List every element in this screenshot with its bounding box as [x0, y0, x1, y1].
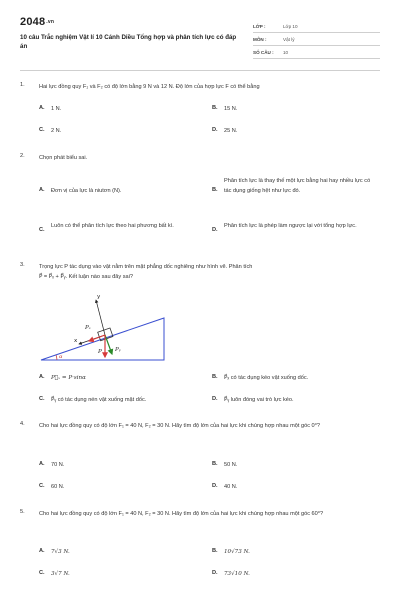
- option-letter: B.: [212, 548, 218, 554]
- option-text: P⃗ₓ có tác dụng kéo vật xuống dốc.: [224, 375, 309, 381]
- option-letter: B.: [212, 461, 218, 467]
- option-text: P⃗ᵧ luôn đóng vai trò lực kéo.: [224, 397, 294, 403]
- logo-text: 2048: [20, 16, 46, 28]
- option-letter: A.: [39, 374, 45, 380]
- meta-key: MÔN :: [253, 37, 267, 42]
- question-number: 2.: [20, 153, 25, 159]
- option-letter: B.: [212, 105, 218, 111]
- option-letter: A.: [39, 187, 45, 193]
- meta-key: SỐ CÂU :: [253, 50, 274, 55]
- question-number: 1.: [20, 82, 25, 88]
- option-text: P⃗ᵧ có tác dụng nén vật xuống mặt dốc.: [51, 397, 147, 403]
- option-letter: A.: [39, 548, 45, 554]
- y-axis: [96, 300, 105, 335]
- question-text: [39, 262, 379, 282]
- question-text-line: Trọng lực P tác dụng vào vật nằm trên mặt phẳng dốc nghiêng như hình vẽ. Phân tích: [39, 264, 253, 270]
- meta-value: Vật lý: [283, 37, 295, 42]
- question-text-line: P⃗ = P⃗ₓ + P⃗ᵧ. Kết luận nào sau đây sai?: [39, 274, 133, 280]
- question-text: Cho hai lực đồng quy có độ lớn F₁ = 40 N, F₂ = 30 N. Hãy tìm độ lớn của hai lực khi chúng hợp nhau một góc 0⁰?: [39, 423, 321, 429]
- option-text: Phân tích lực là thay thế một lực bằng hai hay nhiều lực có tác dụng giống hệt như lực đó.: [224, 178, 371, 194]
- option-letter: D.: [212, 396, 218, 402]
- question-number: 5.: [20, 509, 25, 515]
- question-text: Cho hai lực đồng quy có độ lớn F₁ = 40 N, F₂ = 30 N. Hãy tìm độ lớn của hai lực khi chúng hợp nhau một góc 60⁰?: [39, 511, 324, 517]
- option-text: 2 N.: [51, 128, 62, 134]
- meta-row-count: [253, 46, 380, 59]
- p-label: P: [98, 349, 102, 355]
- option-text: 25 N.: [224, 128, 238, 134]
- option-text: Đơn vị của lực là niutơn (N).: [51, 188, 122, 194]
- option-text: 70 N.: [51, 462, 65, 468]
- option-letter: D.: [212, 227, 218, 233]
- option-letter: C.: [39, 127, 45, 133]
- page-header: [20, 8, 380, 68]
- option-text: P⃗ₓ = P·sinα: [51, 375, 86, 381]
- meta-key: LỚP :: [253, 24, 266, 29]
- option-text: 73√10 N.: [224, 571, 250, 577]
- option-letter: C.: [39, 396, 45, 402]
- meta-value: 10: [283, 50, 289, 55]
- alpha-label: α: [59, 354, 63, 360]
- option-letter: C.: [39, 227, 45, 233]
- question-number: 4.: [20, 421, 25, 427]
- x-axis-label: x: [74, 338, 78, 344]
- meta-value: Lớp 10: [283, 24, 298, 29]
- question-number: 3.: [20, 262, 25, 268]
- question-1: [20, 82, 382, 142]
- option-text: Luôn có thể phân tích lực theo hai phương bất kì.: [51, 223, 174, 229]
- option-letter: C.: [39, 483, 45, 489]
- document-title: 10 câu Trắc nghiệm Vật lí 10 Cánh Diều Tổng hợp và phân tích lực có đáp án: [20, 34, 237, 50]
- option-letter: B.: [212, 187, 218, 193]
- option-letter: A.: [39, 461, 45, 467]
- option-letter: B.: [212, 374, 218, 380]
- option-letter: A.: [39, 105, 45, 111]
- option-text: 15 N.: [224, 106, 238, 112]
- option-text: 3√7 N.: [51, 571, 70, 577]
- question-4: [20, 421, 382, 443]
- option-text: 50 N.: [224, 462, 238, 468]
- question-3: [20, 262, 382, 284]
- logo-suffix: .vn: [46, 19, 55, 25]
- px-label: Pₓ: [85, 325, 91, 331]
- option-text: 7√3 N.: [51, 549, 70, 555]
- py-label: Pᵧ: [115, 347, 121, 353]
- site-logo[interactable]: [20, 16, 54, 28]
- question-5: [20, 509, 382, 531]
- option-letter: D.: [212, 483, 218, 489]
- question-2: [20, 153, 382, 165]
- option-text: 1 N.: [51, 106, 62, 112]
- header-divider: [20, 70, 380, 71]
- question-text: Hai lực đồng quy F₁ và F₂ có độ lớn bằng 9 N và 12 N. Độ lớn của hợp lực F có thể bằng: [39, 84, 260, 90]
- alpha-arc: [56, 355, 57, 360]
- option-text: 40 N.: [224, 484, 238, 490]
- option-letter: D.: [212, 570, 218, 576]
- option-text: 60 N.: [51, 484, 65, 490]
- meta-table: [253, 20, 380, 59]
- y-axis-label: y: [97, 294, 101, 300]
- option-text: 10√73 N.: [224, 549, 250, 555]
- option-text: Phân tích lực là phép làm ngược lại với tổng hợp lực.: [224, 223, 357, 229]
- option-letter: C.: [39, 570, 45, 576]
- meta-row-subject: [253, 33, 380, 46]
- question-text: Chọn phát biểu sai.: [39, 155, 88, 161]
- option-letter: D.: [212, 127, 218, 133]
- inclined-plane-figure: [39, 290, 179, 362]
- meta-row-class: [253, 20, 380, 33]
